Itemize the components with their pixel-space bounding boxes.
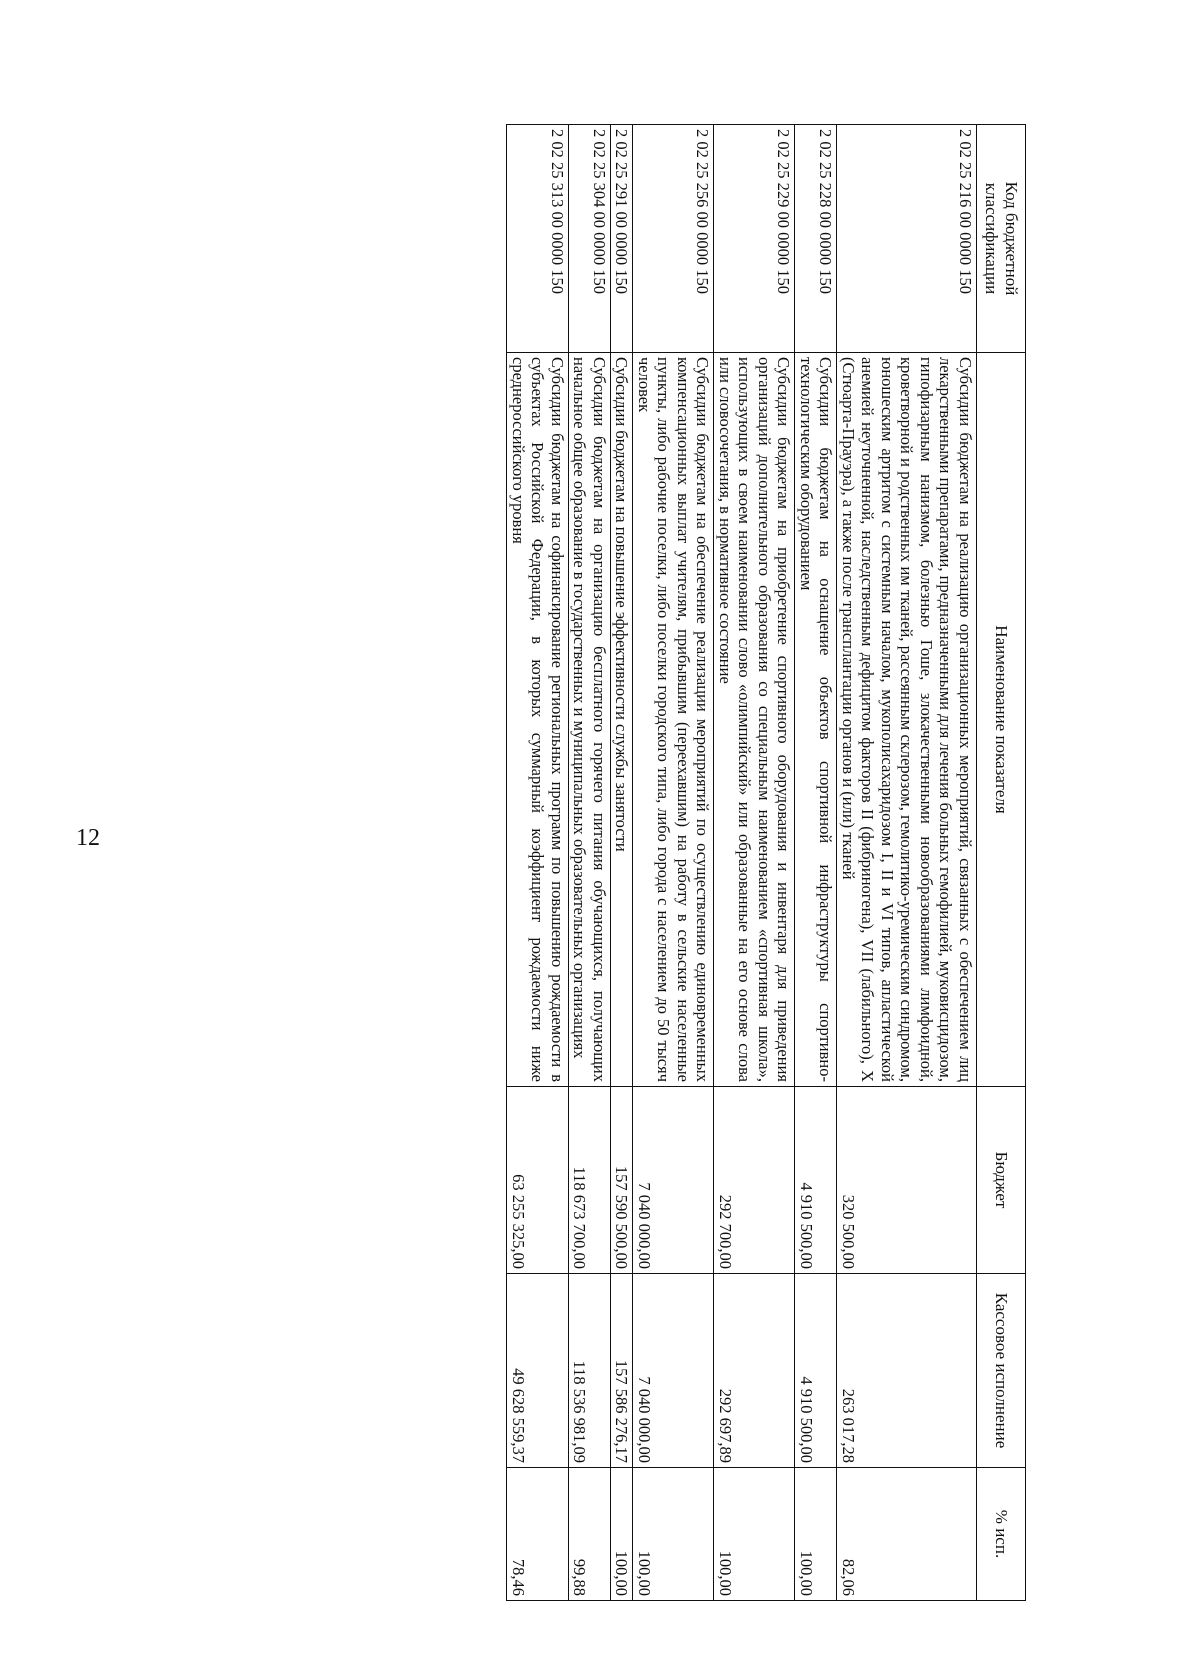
cell-name: Субсидии бюджетам на софинансирование региональных программ по повышению рождаемости в субъектах Российской Федерации, в которых суммарный коэффициент рождаемости ниже среднероссийского уровня — [507, 353, 569, 1087]
cell-code: 2 02 25 229 00 0000 150 — [714, 125, 795, 353]
cell-pct: 82,06 — [837, 1468, 977, 1601]
cell-code: 2 02 25 256 00 0000 150 — [633, 125, 714, 353]
cell-name: Субсидии бюджетам на организацию бесплатного горячего питания обучающихся, получающих начальное общее образование в государственных и муниципальных образовательных организациях — [569, 353, 611, 1087]
cell-pct: 100,00 — [795, 1468, 837, 1601]
cell-budget: 118 673 700,00 — [569, 1087, 611, 1274]
header-budget: Бюджет — [977, 1087, 1026, 1274]
cell-budget: 292 700,00 — [714, 1087, 795, 1274]
cell-pct: 99,88 — [569, 1468, 611, 1601]
header-cash: Кассовое исполнение — [977, 1274, 1026, 1468]
cell-cash: 292 697,89 — [714, 1274, 795, 1468]
cell-code: 2 02 25 313 00 0000 150 — [507, 125, 569, 353]
cell-pct: 100,00 — [611, 1468, 634, 1601]
table-row — [507, 125, 569, 1601]
table-row — [795, 125, 837, 1601]
cell-name: Субсидии бюджетам на реализацию организационных мероприятий, связанных с обеспечением лиц лекарственными препаратами, предназначенными для лечения больных гемофилией, муковисцидозом, гипофизарным нанизмом, болезнью Гоше, злокачественными новообразованиями лимфоидной, кроветворной и родственных им тканей, рассеянным склерозом, гемолитико-уремическим синдромом, юношеским артритом с системным началом, мукополисахаридозом I, II и VI типов, апластической анемией неуточненной, наследственным дефицитом факторов II (фибриногена), VII (лабильного), X (Стюарта-Прауэра), а также после трансплантации органов и (или) тканей — [837, 353, 977, 1087]
cell-budget: 4 910 500,00 — [795, 1087, 837, 1274]
cell-budget: 7 040 000,00 — [633, 1087, 714, 1274]
cell-cash: 49 628 559,37 — [507, 1274, 569, 1468]
cell-cash: 157 586 276,17 — [611, 1274, 634, 1468]
cell-cash: 263 017,28 — [837, 1274, 977, 1468]
cell-pct: 100,00 — [633, 1468, 714, 1601]
cell-budget: 157 590 500,00 — [611, 1087, 634, 1274]
table-row — [837, 125, 977, 1601]
table-header-row — [977, 125, 1026, 1601]
cell-cash: 118 536 981,09 — [569, 1274, 611, 1468]
header-code: Код бюджетной классификации — [977, 125, 1026, 353]
cell-code: 2 02 25 304 00 0000 150 — [569, 125, 611, 353]
table-row — [633, 125, 714, 1601]
rotated-table-container — [224, 124, 1026, 1600]
table-row — [714, 125, 795, 1601]
cell-cash: 7 040 000,00 — [633, 1274, 714, 1468]
cell-name: Субсидии бюджетам на обеспечение реализации мероприятий по осуществлению единовременных компенсационных выплат учителям, прибывшим (переехавшим) на работу в сельские населенные пункты, либо рабочие поселки, либо поселки городского типа, либо города с населением до 50 тысяч человек — [633, 353, 714, 1087]
cell-code: 2 02 25 228 00 0000 150 — [795, 125, 837, 353]
cell-cash: 4 910 500,00 — [795, 1274, 837, 1468]
header-name: Наименование показателя — [977, 353, 1026, 1087]
header-pct: % исп. — [977, 1468, 1026, 1601]
cell-name: Субсидии бюджетам на приобретение спортивного оборудования и инвентаря для приведения организаций дополнительного образования со специальным наименованием «спортивная школа», использующих в своем наименовании слово «олимпийский» или образованные на его основе слова или словосочетания, в нормативное состояние — [714, 353, 795, 1087]
cell-code: 2 02 25 291 00 0000 150 — [611, 125, 634, 353]
cell-name: Субсидии бюджетам на оснащение объектов спортивной инфраструктуры спортивно-технологическим оборудованием — [795, 353, 837, 1087]
cell-pct: 100,00 — [714, 1468, 795, 1601]
page-number: 12 — [76, 825, 100, 851]
cell-budget: 63 255 325,00 — [507, 1087, 569, 1274]
budget-execution-table — [507, 124, 1027, 1601]
cell-name: Субсидии бюджетам на повышение эффективности службы занятости — [611, 353, 634, 1087]
cell-budget: 320 500,00 — [837, 1087, 977, 1274]
table-row — [611, 125, 634, 1601]
cell-pct: 78,46 — [507, 1468, 569, 1601]
table-row — [569, 125, 611, 1601]
cell-code: 2 02 25 216 00 0000 150 — [837, 125, 977, 353]
